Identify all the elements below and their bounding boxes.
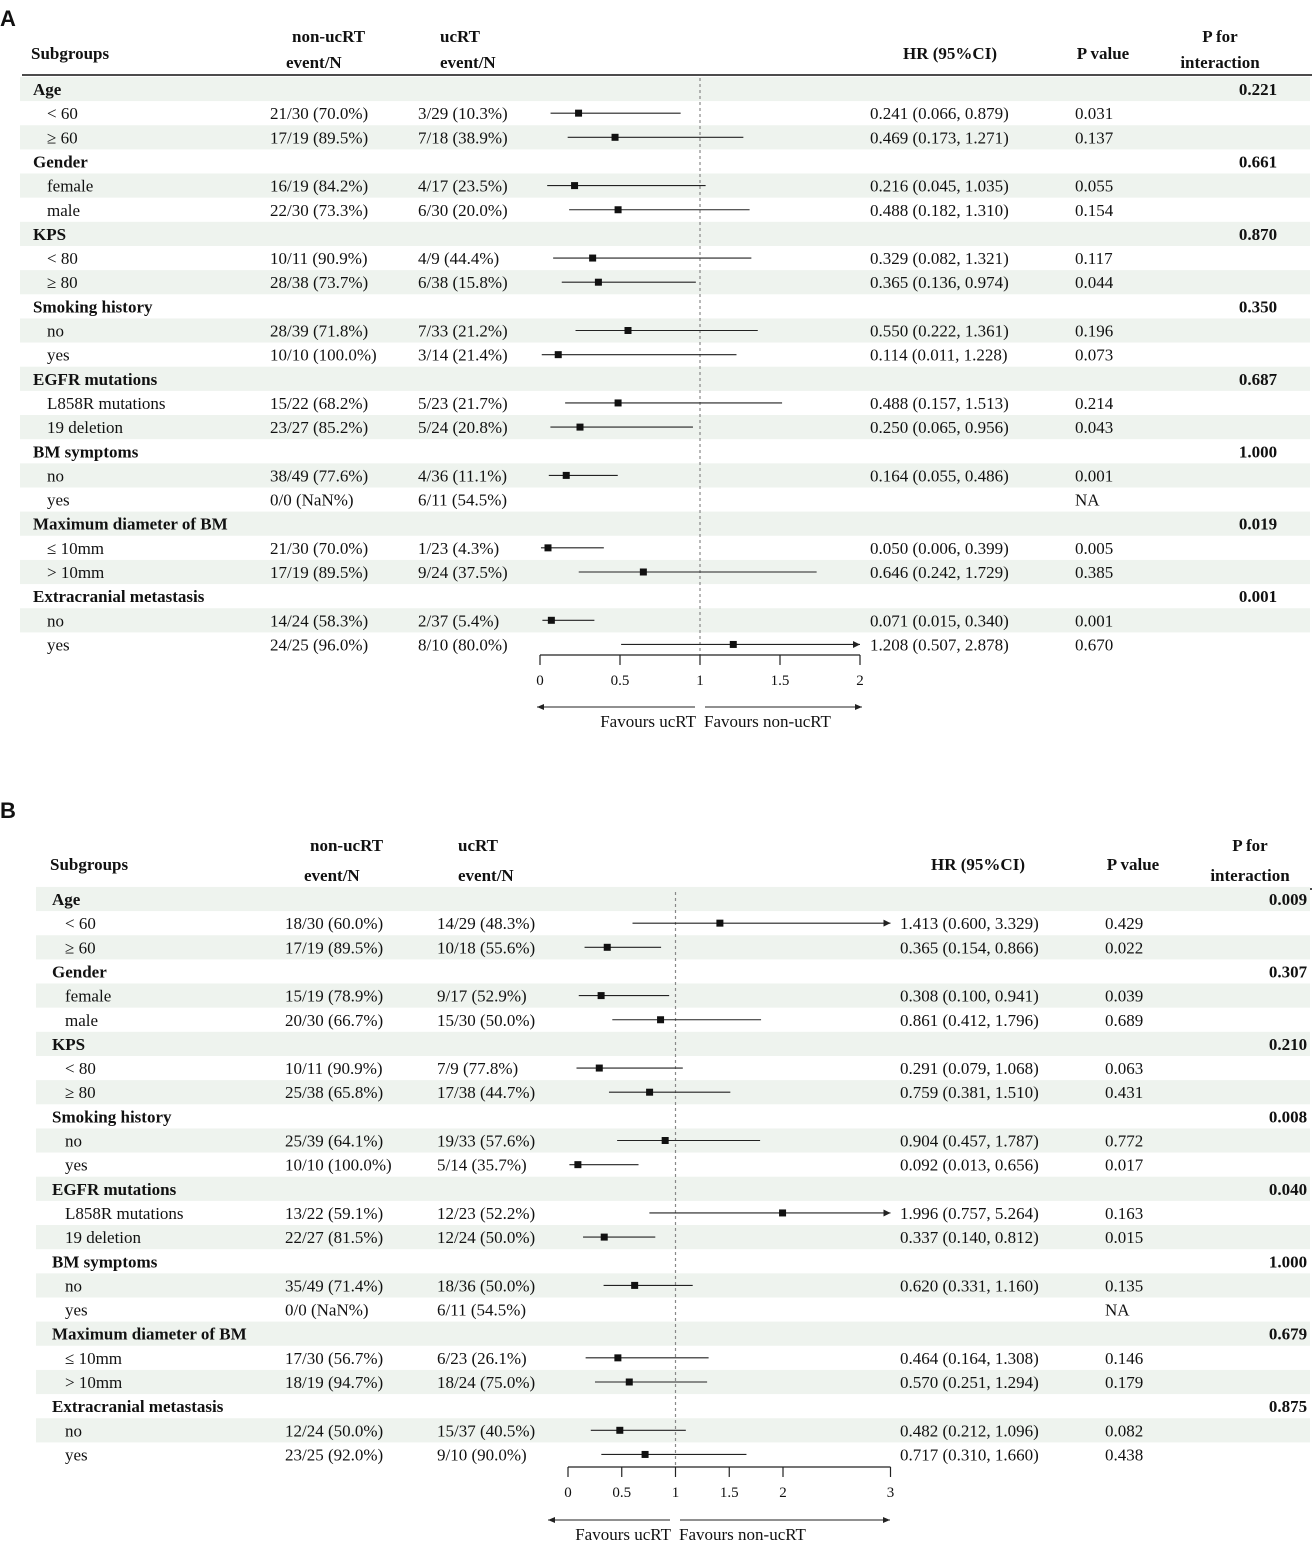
non-ucrt-event: 35/49 (71.4%) (285, 1276, 384, 1296)
hr-point (657, 1016, 664, 1023)
subgroup-label: no (65, 1131, 82, 1151)
favours-right-arrow (855, 704, 862, 710)
group-label: Gender (33, 152, 88, 172)
subgroup-label: no (65, 1421, 82, 1441)
subgroup-label: female (47, 176, 94, 196)
p-interaction-value: 0.009 (1268, 890, 1308, 909)
hr-point (595, 279, 602, 286)
x-tick-label: 0.5 (610, 673, 630, 689)
hr-ci-value: 0.861 (0.412, 1.796) (900, 1010, 1039, 1030)
header-non-ucrt: non-ucRT (292, 27, 366, 46)
non-ucrt-event: 21/30 (70.0%) (270, 538, 369, 558)
hr-ci-value: 0.365 (0.136, 0.974) (870, 273, 1009, 293)
x-tick-label: 2 (779, 1485, 787, 1501)
non-ucrt-event: 14/24 (58.3%) (270, 611, 369, 631)
subgroup-label: no (47, 321, 64, 341)
ucrt-event: 14/29 (48.3%) (437, 914, 536, 934)
p-value: NA (1105, 1300, 1130, 1320)
p-value: 0.063 (1105, 1059, 1144, 1079)
non-ucrt-event: 18/19 (94.7%) (285, 1373, 384, 1392)
ucrt-event: 8/10 (80.0%) (418, 635, 508, 655)
hr-ci-value: 0.291 (0.079, 1.068) (900, 1059, 1039, 1079)
x-tick-label: 3 (886, 1485, 895, 1501)
ucrt-event: 3/29 (10.3%) (418, 104, 508, 124)
non-ucrt-event: 18/30 (60.0%) (285, 914, 384, 934)
ucrt-event: 12/24 (50.0%) (437, 1228, 536, 1248)
hr-ci-value: 0.717 (0.310, 1.660) (900, 1445, 1039, 1465)
hr-ci-value: 0.488 (0.182, 1.310) (870, 200, 1009, 220)
p-value: 0.196 (1075, 321, 1114, 341)
ucrt-event: 6/11 (54.5%) (418, 490, 508, 510)
p-value: 0.039 (1105, 986, 1144, 1006)
ucrt-event: 7/9 (77.8%) (437, 1059, 519, 1079)
favours-non-ucrt-label: Favours non-ucRT (679, 1525, 806, 1541)
group-label: KPS (52, 1034, 86, 1054)
hr-point (642, 1451, 649, 1458)
ucrt-event: 9/10 (90.0%) (437, 1445, 527, 1465)
group-label: Age (33, 80, 62, 99)
p-value: NA (1075, 490, 1100, 510)
non-ucrt-event: 10/11 (90.9%) (270, 249, 368, 269)
p-interaction-value: 0.001 (1238, 587, 1278, 607)
hr-ci-value: 0.646 (0.242, 1.729) (870, 563, 1009, 582)
ucrt-event: 6/23 (26.1%) (437, 1348, 527, 1368)
hr-point (555, 351, 562, 358)
header-ucrt-event: event/N (458, 866, 514, 885)
favours-non-ucrt-label: Favours non-ucRT (704, 712, 831, 731)
p-interaction-value: 0.350 (1238, 297, 1278, 317)
header-p-value: P value (1076, 44, 1130, 63)
ucrt-event: 12/23 (52.2%) (437, 1203, 536, 1223)
non-ucrt-event: 10/10 (100.0%) (270, 345, 377, 365)
subgroup-label: 19 deletion (65, 1228, 142, 1248)
hr-point (730, 641, 737, 648)
non-ucrt-event: 12/24 (50.0%) (285, 1421, 384, 1441)
p-value: 0.146 (1105, 1348, 1144, 1368)
non-ucrt-event: 0/0 (NaN%) (270, 490, 354, 510)
header-subgroups: Subgroups (50, 855, 129, 874)
hr-point (596, 1065, 603, 1072)
subgroup-label: L858R mutations (47, 393, 166, 413)
hr-point (571, 182, 578, 189)
subgroup-label: yes (47, 635, 70, 655)
group-label: Smoking history (52, 1107, 172, 1127)
p-interaction-value: 1.000 (1238, 442, 1278, 462)
p-value: 0.043 (1075, 418, 1114, 438)
ucrt-event: 6/38 (15.8%) (418, 273, 508, 293)
ucrt-event: 6/11 (54.5%) (437, 1300, 527, 1320)
subgroup-label: < 60 (47, 104, 78, 124)
x-tick-label: 2 (856, 673, 864, 689)
hr-ci-value: 1.413 (0.600, 3.329) (900, 914, 1039, 934)
panel-label: A (0, 6, 16, 31)
hr-point (626, 1379, 633, 1386)
ucrt-event: 5/23 (21.7%) (418, 393, 508, 413)
non-ucrt-event: 25/38 (65.8%) (285, 1083, 384, 1103)
p-value: 0.431 (1105, 1083, 1144, 1103)
p-value: 0.073 (1075, 345, 1114, 365)
p-interaction-value: 0.661 (1238, 152, 1278, 172)
ucrt-event: 10/18 (55.6%) (437, 938, 536, 958)
ucrt-event: 18/24 (75.0%) (437, 1373, 536, 1392)
p-interaction-value: 0.870 (1238, 224, 1278, 244)
p-value: 0.137 (1075, 128, 1114, 148)
subgroup-label: yes (47, 345, 70, 365)
ucrt-event: 9/17 (52.9%) (437, 986, 527, 1006)
non-ucrt-event: 24/25 (96.0%) (270, 635, 369, 655)
subgroup-label: < 60 (65, 914, 96, 934)
group-label: Extracranial metastasis (33, 587, 205, 607)
non-ucrt-event: 15/22 (68.2%) (270, 393, 369, 413)
row-band (20, 463, 1310, 487)
hr-point (640, 569, 647, 576)
hr-point (604, 944, 611, 951)
non-ucrt-event: 10/11 (90.9%) (285, 1059, 383, 1079)
non-ucrt-event: 25/39 (64.1%) (285, 1131, 384, 1151)
hr-ci-value: 0.759 (0.381, 1.510) (900, 1083, 1039, 1103)
subgroup-label: ≥ 80 (65, 1083, 96, 1103)
p-interaction-value: 0.019 (1238, 514, 1278, 534)
header-p-interaction-2: interaction (1180, 53, 1260, 72)
group-label: EGFR mutations (52, 1179, 177, 1199)
p-value: 0.438 (1105, 1445, 1144, 1465)
non-ucrt-event: 22/30 (73.3%) (270, 200, 369, 220)
p-interaction-value: 1.000 (1268, 1252, 1308, 1272)
ucrt-event: 18/36 (50.0%) (437, 1276, 536, 1296)
p-value: 0.385 (1075, 563, 1114, 582)
group-label: BM symptoms (33, 442, 139, 462)
non-ucrt-event: 15/19 (78.9%) (285, 986, 384, 1006)
p-interaction-value: 0.210 (1268, 1034, 1308, 1054)
p-interaction-value: 0.221 (1238, 80, 1278, 99)
hr-point (716, 920, 723, 927)
ucrt-event: 4/36 (11.1%) (418, 466, 508, 486)
ucrt-event: 6/30 (20.0%) (418, 200, 508, 220)
ucrt-event: 1/23 (4.3%) (418, 538, 500, 558)
p-value: 0.001 (1075, 611, 1114, 631)
x-tick-label: 0 (536, 673, 544, 689)
hr-point (612, 134, 619, 141)
row-band (20, 367, 1310, 391)
hr-ci-value: 1.996 (0.757, 5.264) (900, 1203, 1039, 1223)
x-tick-label: 1.5 (770, 673, 790, 689)
hr-ci-value: 0.071 (0.015, 0.340) (870, 611, 1009, 631)
hr-point (574, 1161, 581, 1168)
subgroup-label: ≥ 60 (65, 938, 96, 958)
p-value: 0.135 (1105, 1276, 1144, 1296)
ucrt-event: 15/30 (50.0%) (437, 1010, 536, 1030)
non-ucrt-event: 17/19 (89.5%) (270, 128, 369, 148)
subgroup-label: ≤ 10mm (47, 538, 105, 558)
hr-point (598, 992, 605, 999)
p-value: 0.031 (1075, 104, 1114, 124)
group-label: Gender (52, 962, 107, 982)
p-interaction-value: 0.687 (1238, 369, 1278, 389)
subgroup-label: > 10mm (47, 563, 105, 582)
p-interaction-value: 0.008 (1268, 1107, 1308, 1127)
non-ucrt-event: 13/22 (59.1%) (285, 1203, 384, 1223)
hr-point (601, 1234, 608, 1241)
non-ucrt-event: 38/49 (77.6%) (270, 466, 369, 486)
favours-ucrt-label: Favours ucRT (575, 1525, 671, 1541)
hr-ci-value: 0.308 (0.100, 0.941) (900, 986, 1039, 1006)
header-non-ucrt: non-ucRT (310, 836, 384, 855)
x-tick-label: 0 (564, 1485, 572, 1501)
non-ucrt-event: 28/38 (73.7%) (270, 273, 369, 293)
p-value: 0.772 (1105, 1131, 1144, 1151)
ucrt-event: 5/24 (20.8%) (418, 418, 508, 438)
hr-point (779, 1209, 786, 1216)
ucrt-event: 9/24 (37.5%) (418, 563, 508, 582)
hr-ci-value: 0.092 (0.013, 0.656) (900, 1155, 1039, 1175)
hr-ci-value: 0.488 (0.157, 1.513) (870, 393, 1009, 413)
ucrt-event: 19/33 (57.6%) (437, 1131, 536, 1151)
p-value: 0.017 (1105, 1155, 1144, 1175)
hr-point (616, 1427, 623, 1434)
row-band (36, 1032, 1310, 1056)
hr-point (662, 1137, 669, 1144)
x-tick-label: 1 (696, 673, 704, 689)
p-value: 0.055 (1075, 176, 1114, 196)
hr-point (631, 1282, 638, 1289)
header-ucrt: ucRT (458, 836, 499, 855)
hr-ci-value: 0.164 (0.055, 0.486) (870, 466, 1009, 486)
panel-a (0, 6, 1312, 731)
group-label: EGFR mutations (33, 369, 158, 389)
hr-ci-value: 1.208 (0.507, 2.878) (870, 635, 1009, 655)
subgroup-label: L858R mutations (65, 1203, 184, 1223)
group-label: Age (52, 890, 81, 909)
subgroup-label: ≥ 80 (47, 273, 78, 293)
ci-arrow (853, 641, 860, 648)
group-label: Maximum diameter of BM (52, 1324, 247, 1344)
ucrt-event: 7/18 (38.9%) (418, 128, 508, 148)
hr-point (563, 472, 570, 479)
p-value: 0.163 (1105, 1203, 1144, 1223)
ucrt-event: 17/38 (44.7%) (437, 1083, 536, 1103)
non-ucrt-event: 10/10 (100.0%) (285, 1155, 392, 1175)
ucrt-event: 3/14 (21.4%) (418, 345, 508, 365)
subgroup-label: no (65, 1276, 82, 1296)
subgroup-label: no (47, 466, 64, 486)
p-value: 0.670 (1075, 635, 1114, 655)
subgroup-label: yes (65, 1300, 88, 1320)
ucrt-event: 4/9 (44.4%) (418, 249, 500, 269)
group-label: BM symptoms (52, 1252, 158, 1272)
non-ucrt-event: 23/27 (85.2%) (270, 418, 369, 438)
hr-point (615, 206, 622, 213)
favours-right-arrow (883, 1517, 890, 1523)
header-p-interaction: P for (1232, 836, 1268, 855)
favours-ucrt-label: Favours ucRT (600, 712, 696, 731)
hr-ci-value: 0.469 (0.173, 1.271) (870, 128, 1009, 148)
ucrt-event: 4/17 (23.5%) (418, 176, 508, 196)
non-ucrt-event: 0/0 (NaN%) (285, 1300, 369, 1320)
p-value: 0.117 (1075, 249, 1113, 269)
subgroup-label: yes (65, 1155, 88, 1175)
ci-arrow (884, 920, 891, 927)
hr-ci-value: 0.620 (0.331, 1.160) (900, 1276, 1039, 1296)
hr-point (577, 424, 584, 431)
header-ucrt-event: event/N (440, 53, 496, 72)
header-non-ucrt-event: event/N (304, 866, 360, 885)
hr-ci-value: 0.904 (0.457, 1.787) (900, 1131, 1039, 1151)
non-ucrt-event: 23/25 (92.0%) (285, 1445, 384, 1465)
group-label: Extracranial metastasis (52, 1397, 224, 1417)
p-value: 0.005 (1075, 538, 1114, 558)
hr-point (615, 399, 622, 406)
hr-point (646, 1089, 653, 1096)
x-tick-label: 0.5 (612, 1485, 632, 1501)
hr-point (625, 327, 632, 334)
hr-ci-value: 0.464 (0.164, 1.308) (900, 1348, 1039, 1368)
hr-ci-value: 0.329 (0.082, 1.321) (870, 249, 1009, 269)
hr-ci-value: 0.250 (0.065, 0.956) (870, 418, 1009, 438)
panel-label: B (0, 798, 16, 823)
hr-ci-value: 0.050 (0.006, 0.399) (870, 538, 1009, 558)
subgroup-label: yes (65, 1445, 88, 1465)
subgroup-label: male (47, 200, 81, 220)
subgroup-label: ≤ 10mm (65, 1348, 123, 1368)
p-value: 0.044 (1075, 273, 1114, 293)
subgroup-label: male (65, 1010, 99, 1030)
non-ucrt-event: 28/39 (71.8%) (270, 321, 369, 341)
group-label: KPS (33, 224, 67, 244)
row-band (20, 608, 1310, 632)
hr-ci-value: 0.550 (0.222, 1.361) (870, 321, 1009, 341)
hr-point (614, 1354, 621, 1361)
x-tick-label: 1.5 (719, 1485, 739, 1501)
p-value: 0.214 (1075, 393, 1114, 413)
p-value: 0.001 (1075, 466, 1114, 486)
subgroup-label: < 80 (65, 1059, 96, 1079)
row-band (36, 1177, 1310, 1201)
ucrt-event: 7/33 (21.2%) (418, 321, 508, 341)
hr-ci-value: 0.241 (0.066, 0.879) (870, 104, 1009, 124)
subgroup-label: ≥ 60 (47, 128, 78, 148)
non-ucrt-event: 17/19 (89.5%) (285, 938, 384, 958)
hr-ci-value: 0.337 (0.140, 0.812) (900, 1228, 1039, 1248)
favours-left-arrow (548, 1517, 555, 1523)
hr-point (548, 617, 555, 624)
ci-arrow (884, 1209, 891, 1216)
p-value: 0.689 (1105, 1010, 1144, 1030)
ucrt-event: 2/37 (5.4%) (418, 611, 500, 631)
hr-ci-value: 0.570 (0.251, 1.294) (900, 1373, 1039, 1392)
p-value: 0.154 (1075, 200, 1114, 220)
p-value: 0.429 (1105, 914, 1144, 934)
non-ucrt-event: 22/27 (81.5%) (285, 1228, 384, 1248)
subgroup-label: > 10mm (65, 1373, 123, 1392)
row-band (20, 77, 1310, 101)
header-hr: HR (95%CI) (931, 855, 1025, 874)
hr-ci-value: 0.216 (0.045, 1.035) (870, 176, 1009, 196)
p-interaction-value: 0.307 (1268, 962, 1308, 982)
subgroup-label: no (47, 611, 64, 631)
group-label: Smoking history (33, 297, 153, 317)
subgroup-label: female (65, 986, 112, 1006)
x-tick-label: 1 (671, 1485, 680, 1501)
subgroup-label: yes (47, 490, 70, 510)
header-subgroups: Subgroups (31, 44, 110, 63)
favours-left-arrow (537, 704, 544, 710)
row-band (20, 222, 1310, 246)
hr-point (589, 255, 596, 262)
hr-point (575, 110, 582, 117)
p-interaction-value: 0.679 (1268, 1324, 1308, 1344)
group-label: Maximum diameter of BM (33, 514, 228, 534)
panel-b (0, 798, 1312, 1541)
p-value: 0.179 (1105, 1373, 1144, 1392)
ucrt-event: 5/14 (35.7%) (437, 1155, 527, 1175)
p-value: 0.015 (1105, 1228, 1144, 1248)
p-value: 0.082 (1105, 1421, 1144, 1441)
non-ucrt-event: 17/19 (89.5%) (270, 563, 369, 582)
subgroup-label: < 80 (47, 249, 78, 269)
hr-ci-value: 0.365 (0.154, 0.866) (900, 938, 1039, 958)
header-ucrt: ucRT (440, 27, 481, 46)
non-ucrt-event: 16/19 (84.2%) (270, 176, 369, 196)
p-interaction-value: 0.040 (1268, 1179, 1308, 1199)
header-p-interaction: P for (1202, 27, 1238, 46)
p-interaction-value: 0.875 (1268, 1397, 1308, 1417)
row-band (36, 887, 1310, 911)
hr-point (545, 544, 552, 551)
hr-ci-value: 0.482 (0.212, 1.096) (900, 1421, 1039, 1441)
ucrt-event: 15/37 (40.5%) (437, 1421, 536, 1441)
non-ucrt-event: 17/30 (56.7%) (285, 1348, 384, 1368)
non-ucrt-event: 20/30 (66.7%) (285, 1010, 384, 1030)
p-value: 0.022 (1105, 938, 1144, 958)
subgroup-label: 19 deletion (47, 418, 124, 438)
header-hr: HR (95%CI) (903, 44, 997, 63)
header-p-interaction-2: interaction (1210, 866, 1290, 885)
hr-ci-value: 0.114 (0.011, 1.228) (870, 345, 1008, 365)
header-non-ucrt-event: event/N (286, 53, 342, 72)
non-ucrt-event: 21/30 (70.0%) (270, 104, 369, 124)
header-p-value: P value (1106, 855, 1160, 874)
